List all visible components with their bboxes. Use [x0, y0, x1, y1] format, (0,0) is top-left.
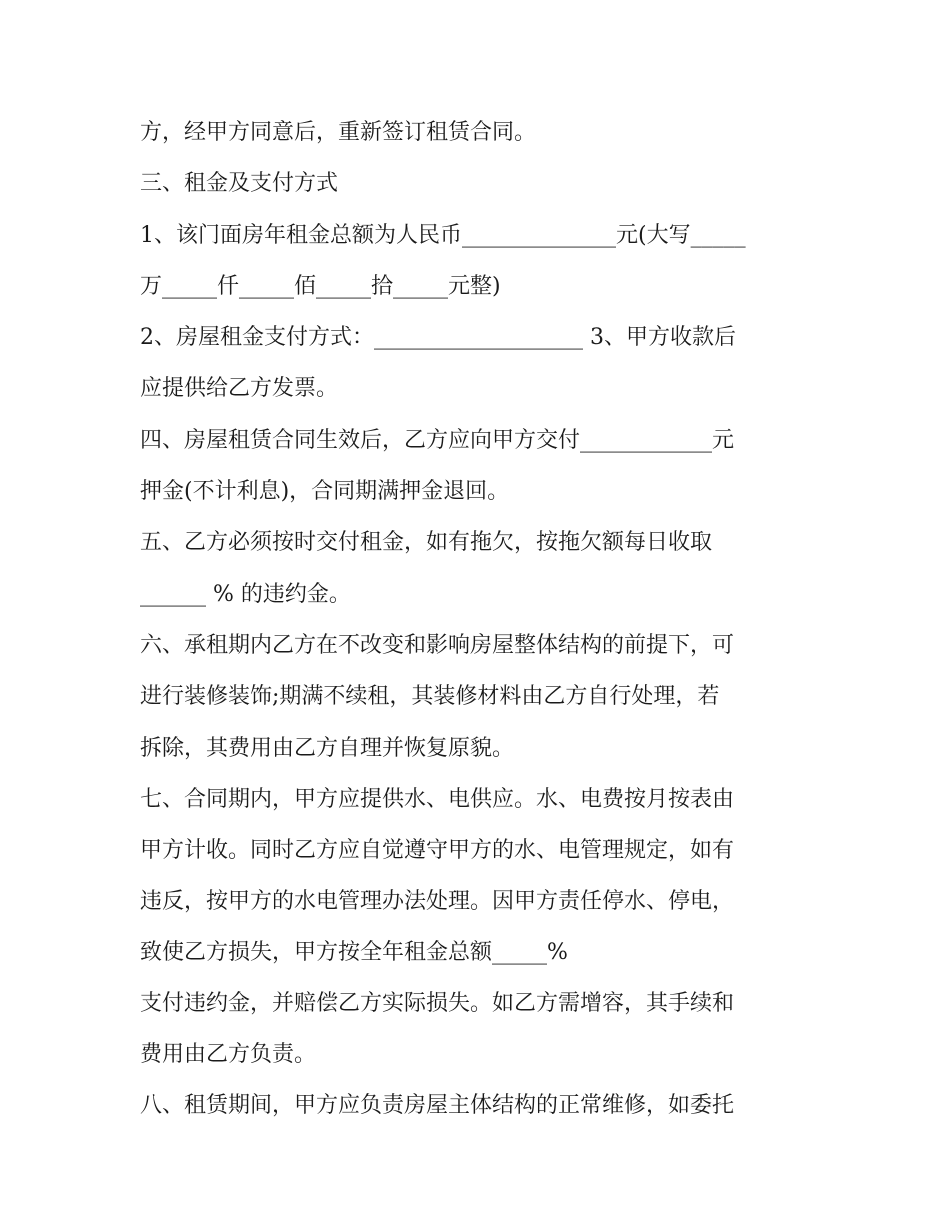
- text-line-1: 方，经甲方同意后，重新签订租赁合同。: [140, 120, 537, 145]
- text-line-10: ______ % 的违约金。: [140, 581, 351, 607]
- text-line-3: 1、该门面房年租金总额为人民币______________元(大写_____: [140, 222, 746, 248]
- text-line-9: 五、乙方必须按时交付租金，如有拖欠，按拖欠额每日收取: [140, 530, 713, 556]
- text-line-6: 应提供给乙方发票。: [140, 376, 339, 402]
- text-line-2: 三、租金及支付方式: [140, 171, 339, 197]
- text-line-18: 支付违约金，并赔偿乙方实际损失。如乙方需增容，其手续和: [140, 990, 735, 1016]
- text-line-12: 进行装修装饰;期满不续租，其装修材料由乙方自行处理，若: [140, 684, 720, 710]
- text-line-15: 甲方计收。同时乙方应自觉遵守甲方的水、电管理规定，如有: [140, 838, 735, 864]
- text-line-20: 八、租赁期间，甲方应负责房屋主体结构的正常维修，如委托: [140, 1093, 735, 1119]
- text-line-17: 致使乙方损失，甲方按全年租金总额_____%: [140, 939, 568, 965]
- contract-body: [140, 107, 820, 1132]
- text-line-5: 2、房屋租金支付方式：___________________ 3、甲方收款后: [140, 325, 736, 351]
- text-line-7: 四、房屋租赁合同生效后，乙方应向甲方交付____________元: [140, 427, 735, 453]
- text-line-16: 违反，按甲方的水电管理办法处理。因甲方责任停水、停电，: [140, 889, 735, 915]
- text-line-11: 六、承租期内乙方在不改变和影响房屋整体结构的前提下，可: [140, 632, 735, 658]
- text-line-14: 七、合同期内，甲方应提供水、电供应。水、电费按月按表由: [140, 786, 735, 812]
- text-line-4: 万_____仟_____佰_____拾_____元整): [140, 273, 501, 299]
- text-line-13: 拆除，其费用由乙方自理并恢复原貌。: [140, 735, 515, 761]
- text-line-8: 押金(不计利息)，合同期满押金退回。: [140, 479, 510, 505]
- text-line-19: 费用由乙方负责。: [140, 1042, 317, 1068]
